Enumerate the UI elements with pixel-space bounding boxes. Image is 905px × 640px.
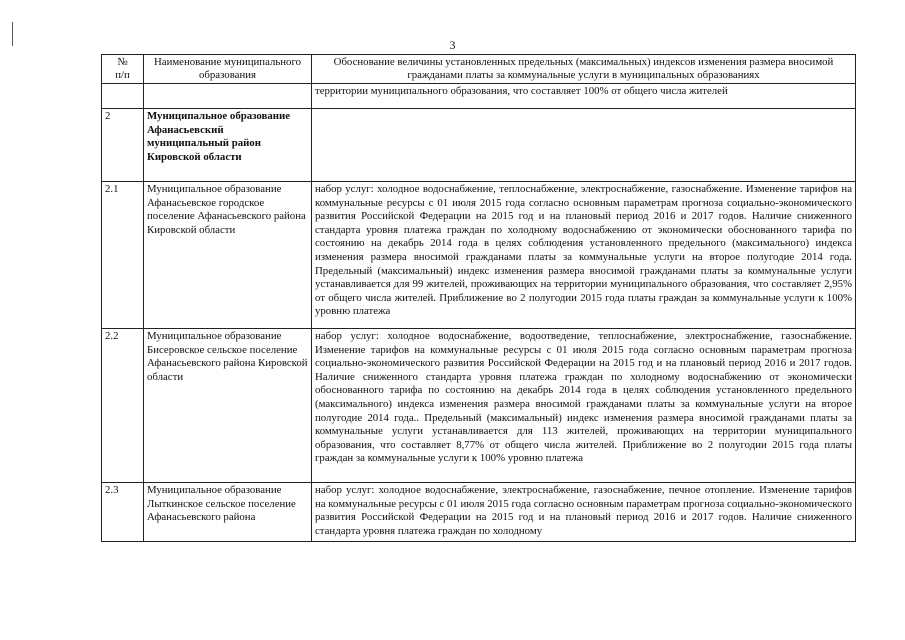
tariff-table (101, 54, 856, 542)
row-num: 2.1 (102, 182, 144, 329)
row-name: Муниципальное образование Бисеровское сельское поселение Афанасьевского района Кировской области (144, 329, 312, 483)
header-num: № п/п (102, 55, 144, 84)
header-justification: Обоснование величины установленных предельных (максимальных) индексов изменения размера вносимой гражданами платы за коммунальные услуги в муниципальных образованиях (312, 55, 856, 84)
row-text (312, 483, 856, 542)
row-text (312, 109, 856, 182)
row-name (144, 483, 312, 542)
table-header-row (102, 55, 856, 84)
row-text: набор услуг: холодное водоснабжение, водоотведение, теплоснабжение, электроснабжение, газоснабжение. Изменение тарифов на коммунальные ресурсы с 01 июля 2015 года согласно основным параметрам прогноза социально-экономического развития Российской Федерации на 2015 год и на плановый период 2016 и 2017 годов. Наличие сниженного стандарта уровня платежа граждан по холодному водоснабжению от экономически обоснованного тарифа по состоянию на декабрь 2014 года в целях соблюдения установленного предельного (максимального) индекса изменения размера вносимой гражданами платы за коммунальные услуги на второе полугодие 2014 года.. Предельный (максимальный) индекс изменения размера вносимой гражданами платы за коммунальные услуги устанавливается для 113 жителей, проживающих на территории муниципального образования, что составляет 8,77% от общего числа жителей. Приближение во 2 полугодии 2015 года платы граждан за коммунальные услуги к 100% уровню платежа (312, 329, 856, 483)
row-name (144, 84, 312, 109)
table-row (102, 182, 856, 329)
header-name: Наименование муниципального образования (144, 55, 312, 84)
row-num: 2 (102, 109, 144, 182)
page-number: 3 (449, 38, 456, 52)
row-text-content: набор услуг: холодное водоснабжение, электроснабжение, газоснабжение, печное отопление. Изменение тарифов на коммунальные ресурсы с 01 июля 2015 года согласно основным параметрам прогноза социально-экономического развития Российской Федерации на 2015 год и на плановый период 2016 и 2017 годов. Наличие сниженного стандарта уровня платежа граждан по холодному (315, 484, 852, 537)
row-num: 2.2 (102, 329, 144, 483)
table-row (102, 329, 856, 483)
row-num (102, 84, 144, 109)
row-name-text: Муниципальное образование Лыткинское сельское поселение Афанасьевского района (147, 484, 296, 524)
table-row (102, 483, 856, 542)
table-row (102, 109, 856, 182)
row-text: набор услуг: холодное водоснабжение, теплоснабжение, электроснабжение, газоснабжение. Изменение тарифов на коммунальные ресурсы с 01 июля 2015 года согласно основным параметрам прогноза социально-экономического развития Российской Федерации на 2015 год и на плановый период 2016 и 2017 годов. Наличие сниженного стандарта уровня платежа граждан по холодному водоснабжению от экономически обоснованного тарифа по состоянию на декабрь 2014 года в целях соблюдения установленного предельного (максимального) индекса изменения размера вносимой гражданами платы за коммунальные услуги на второе полугодие 2014 года. Предельный (максимальный) индекс изменения размера вносимой гражданами платы за коммунальные услуги устанавливается для 99 жителей, проживающих на территории муниципального образования, что составляет 2,95% от общего числа жителей. Приближение во 2 полугодии 2015 года платы граждан за коммунальные услуги к 100% уровню платежа (312, 182, 856, 329)
table-row (102, 84, 856, 109)
row-name: Муниципальное образование Афанасьевское городское поселение Афанасьевского района Кировской области (144, 182, 312, 329)
row-text: территории муниципального образования, что составляет 100% от общего числа жителей (312, 84, 856, 109)
row-name: Муниципальное образование Афанасьевский муниципальный район Кировской области (144, 109, 312, 182)
row-num: 2.3 (102, 483, 144, 542)
